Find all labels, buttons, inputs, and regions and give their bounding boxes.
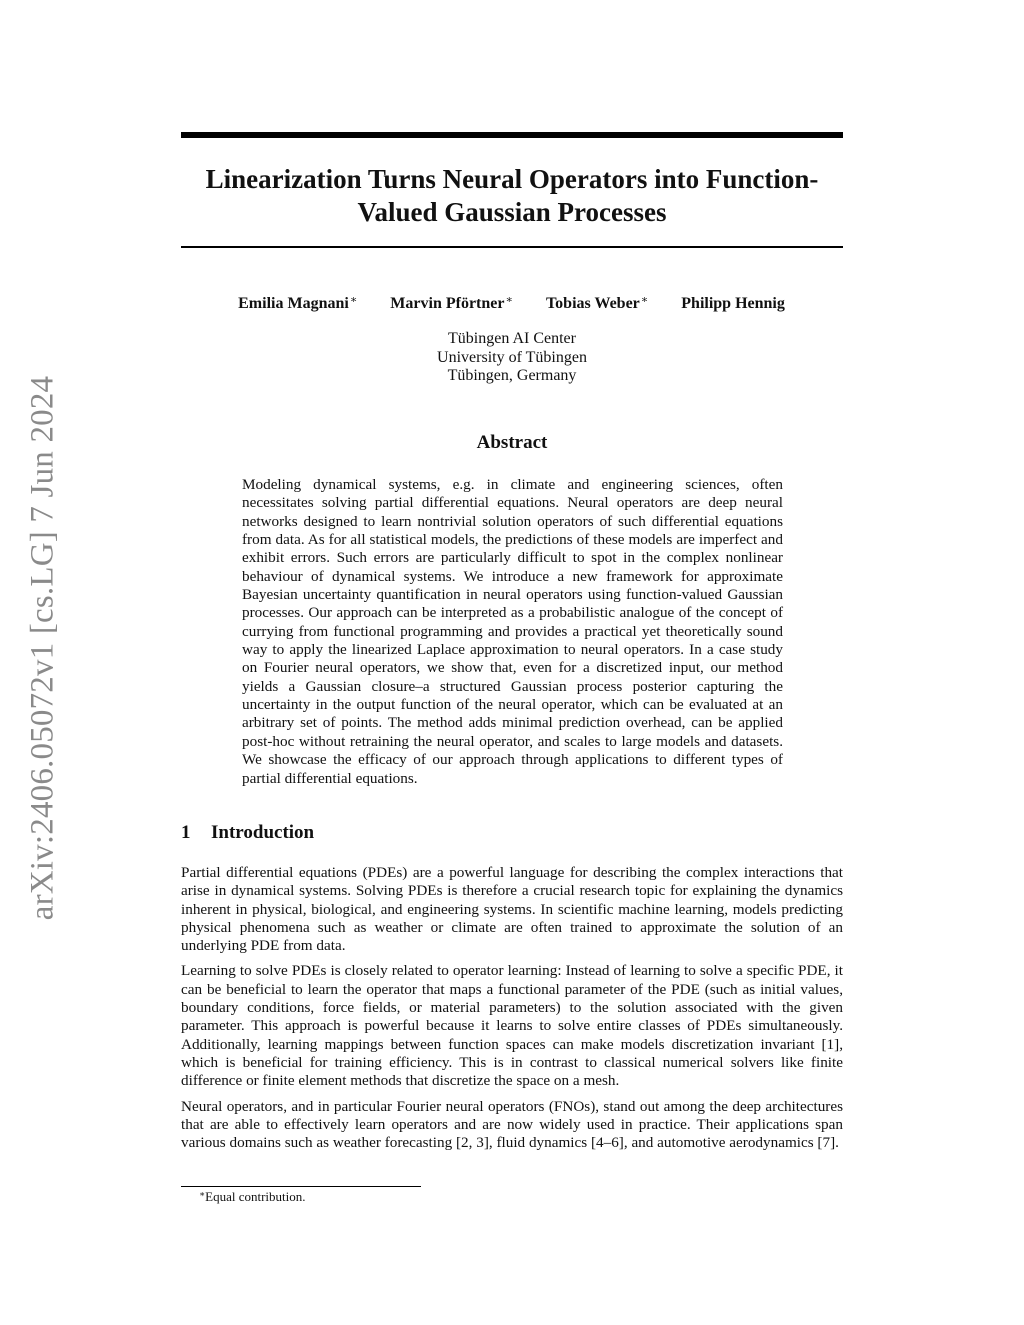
affiliation-line: University of Tübingen (437, 348, 587, 366)
author: Emilia Magnani∗ (238, 294, 358, 312)
author: Tobias Weber∗ (545, 294, 649, 312)
arxiv-identifier: arXiv:2406.05072v1 [cs.LG] 7 Jun 2024 (24, 375, 61, 921)
author: Philipp Hennig (681, 295, 785, 312)
footnote-rule (181, 1186, 421, 1187)
paragraph: Partial differential equations (PDEs) are a powerful language for describing the complex interactions that arise in dynamical systems. Solving PDEs is therefore a crucial research topic for explaining the dynamics inherent in physical, biological, and engineering systems. In scientific machine learning, models predicting physical phenomena such as weather or climate are often trained to approximate the solution of an underlying PDE from data. (181, 864, 843, 955)
abstract-text: Modeling dynamical systems, e.g. in climate and engineering sciences, often necessitates solving partial differential equations. Neural operators are deep neural networks designed to learn nontrivial solution operators of such differential equations from data. As for all statistical models, the predictions of these models are imperfect and exhibit errors. Such errors are particularly difficult to spot in the complex nonlinear behaviour of dynamical systems. We introduce a new framework for approximate Bayesian uncertainty quantification in neural operators using function-valued Gaussian processes. Our approach can be interpreted as a probabilistic analogue of the concept of currying from functional programming and provides a practical yet theoretically sound way to apply the linearized Laplace approximation to neural operators. In a case study on Fourier neural operators, we show that, even for a discretized input, our method yields a Gaussian closure–a structured Gaussian process posterior capturing the uncertainty in the output function of the neural operator, which can be evaluated at an arbitrary set of points. The method adds minimal prediction overhead, can be applied post-hoc without retraining the neural operator, and scales to large models and datasets. We showcase the efficacy of our approach through applications to different types of partial differential equations. (242, 476, 783, 787)
affiliation (181, 330, 843, 386)
footnote: ∗Equal contribution. (199, 1189, 306, 1204)
paper-title: Linearization Turns Neural Operators into Function-Valued Gaussian Processes (205, 164, 819, 227)
paragraph: Learning to solve PDEs is closely related to operator learning: Instead of learning to solve a specific PDE, it can be beneficial to learn the operator that maps a functional parameter of the PDE (such as initial values, boundary conditions, force fields, or material parameters) to the solution associated with the given parameter. This approach is powerful because it learns to solve entire classes of PDEs simultaneously. Additionally, learning mappings between function spaces can make models discretization invariant [1], which is beneficial for training efficiency. This is in contrast to classical numerical solvers like finite difference or finite element methods that discretize the space on a mesh. (181, 962, 843, 1090)
section-heading (181, 822, 314, 844)
affiliation-line: Tübingen, Germany (447, 367, 577, 384)
abstract-heading: Abstract (476, 432, 548, 453)
affiliation-line: Tübingen AI Center (448, 330, 576, 347)
introduction-body (181, 864, 843, 1159)
title-top-rule (181, 132, 843, 138)
author-list (181, 295, 843, 313)
author: Marvin Pförtner∗ (390, 294, 513, 312)
paragraph: Neural operators, and in particular Fourier neural operators (FNOs), stand out among the deep architectures that are able to effectively learn operators and are now widely used in practice. Their applications span various domains such as weather forecasting [2, 3], fluid dynamics [4–6], and automotive aerodynamics [7]. (181, 1097, 843, 1152)
section-title: Introduction (211, 822, 315, 843)
section-number: 1 (181, 822, 191, 843)
title-bottom-rule (181, 246, 843, 248)
